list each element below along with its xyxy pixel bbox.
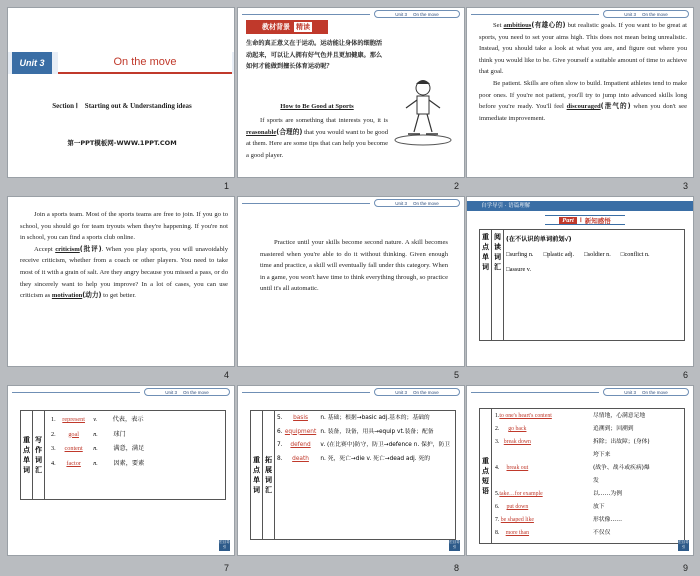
slide-number: 6 (683, 370, 689, 380)
slide-9-thumbnail[interactable] (466, 385, 694, 556)
slide-8-thumbnail[interactable] (237, 385, 465, 556)
header-line (242, 203, 370, 204)
side-label: 重点单词 (21, 411, 33, 500)
header-line (471, 14, 599, 15)
slide-3-thumbnail[interactable] (466, 7, 694, 178)
phrase-row: 7.be shaped like 形状像…… (495, 517, 622, 523)
phrase-row: 2. go back 追溯到；回溯到 (495, 426, 634, 432)
nav-corner-icon[interactable]: 栏目导引 (449, 540, 460, 549)
vocab-item[interactable]: □plastic adj. (543, 251, 575, 258)
side-label: 重点单词 (251, 411, 263, 540)
passage-text: Join a sports team. Most of the sports teams are free to join. If you go to school, you should go for team tryouts when they're happening. If you're not in school, you can find a sports club online. Accept criticism(批评). When you play sports, you will unavoidably receive criticism, whether from a coach or other players. You need to take most of it with a grain of salt. Are they angry because you missed a pass, or do they sincerely want to help you improve? In a lot of cases, you can use criticism as motivation(动力) to get better. (20, 211, 228, 300)
slide-5-thumbnail[interactable] (237, 196, 465, 367)
slide-4-thumbnail[interactable] (7, 196, 235, 367)
phrase-row: 4. break out (战争、战斗或疾病)爆发 (495, 465, 650, 484)
banner-label: 自学导引 · 语篇理解 (481, 203, 531, 209)
vocab-row: 6. equipment n. 装备，设备，用具→equip vt.装备；配备 (277, 428, 434, 435)
vocab-item[interactable]: □surfing n. (506, 251, 534, 258)
slide-2-thumbnail[interactable] (237, 7, 465, 178)
passage-heading: How to Be Good at Sports (280, 103, 354, 110)
phrase-row: 8. more than 不仅仅 (495, 530, 611, 536)
footer-text: 第一PPT模板网-WWW.1PPT.COM (67, 139, 177, 147)
slide-1-thumbnail[interactable] (7, 7, 235, 178)
vocab-row: 1. represent v. 代表，表示 (51, 416, 144, 423)
vocab-row: 3. content n. 满意，满足 (51, 445, 145, 452)
side-label: 拓展词汇 (263, 411, 275, 540)
vocab-table (479, 229, 685, 341)
skater-illustration (388, 68, 458, 148)
passage-text: If sports are something that interests you, it is reasonable(合理的) that you would want to be good at them. Here are some tips that can help you become a good player. (246, 117, 388, 159)
vocab-row: 5. basis n. 基础；根据→basic adj.基本的；基础的 (277, 415, 430, 421)
slide-header: Unit 3 On the move (144, 388, 230, 396)
slide-number: 4 (224, 370, 230, 380)
part-heading: Part Ⅰ 新知感悟 (545, 215, 625, 225)
vocab-item[interactable]: □assure v. (506, 266, 531, 273)
nav-corner-icon[interactable]: 栏目导引 (678, 540, 689, 549)
slide-number: 7 (224, 563, 230, 573)
vocab-item[interactable]: □soldier n. (584, 251, 611, 258)
vocab-item[interactable]: □conflict n. (620, 251, 650, 258)
slide-7-thumbnail[interactable] (7, 385, 235, 556)
passage-text: Set ambitious(有雄心的) but realistic goals. If you want to be great at sports, you need to set your aims high. This does not mean being unrealistic. Instead, you should take a look at what you are, and figure out where you think you would like to be. Give yourself a suitable amount of time to achieve that goal. Be patient. Skills are often slow to build. Impatient athletes tend to make poor ones. If you're not patient, you'll try to jump into advanced skills long before you're ready. You'll feel discouraged(泄气的) when you don't see immediate improvement. (479, 21, 687, 122)
vocab-row: 8. death n. 死，死亡→die v. 死亡→dead adj. 死的 (277, 455, 431, 462)
slide-number: 5 (454, 370, 460, 380)
header-line (12, 392, 140, 393)
vocab-row: 2. goal n. 球门 (51, 430, 126, 438)
vocab-table (250, 410, 456, 540)
header-line (471, 392, 599, 393)
side-label: 写作词汇 (33, 411, 45, 500)
chinese-intro: 生命的真正意义在于运动。运动能让身体的细胞活动起来，可以让人拥有好气色并且更加健康。那么如何才能做到擅长体育运动呢？ (246, 40, 383, 71)
phrase-row: 3. break down 拆除；出故障；(身体)垮下来 (495, 439, 650, 458)
side-label: 重点短语 (480, 409, 492, 544)
slide-6-thumbnail[interactable] (466, 196, 694, 367)
side-label: 阅读词汇 (492, 230, 504, 341)
phrase-table (479, 408, 685, 544)
slide-header: Unit 3 On the move (374, 199, 460, 207)
vocab-row: 7. defend v. (在比赛中)防守，防卫→defence n. 保护，防卫 (277, 442, 451, 448)
vocab-row: 4. factor n. 因素，要素 (51, 459, 145, 467)
instruction: (在不认识的单词前划√) (506, 236, 572, 243)
background-tag: 教材背景 精读 (246, 20, 328, 34)
slide-header: Unit 3 On the move (603, 10, 689, 18)
slide-number: 1 (224, 181, 230, 191)
unit-badge: Unit 3 (12, 52, 52, 74)
header-line (242, 392, 370, 393)
slide-number: 3 (683, 181, 689, 191)
phrase-row: 1.to one's heart's content 尽情地，心满意足地 (495, 413, 646, 419)
slide-header: Unit 3 On the move (374, 10, 460, 18)
phrase-row: 6. put down 放下 (495, 504, 605, 510)
section-heading: Section Ⅰ Starting out & Understanding ideas (52, 102, 192, 110)
vocab-table (20, 410, 226, 500)
slide-header: Unit 3 On the move (603, 388, 689, 396)
slide-number: 9 (683, 563, 689, 573)
nav-corner-icon[interactable]: 栏目导引 (219, 540, 230, 549)
slide-header: Unit 3 On the move (374, 388, 460, 396)
slide-number: 8 (454, 563, 460, 573)
passage-text: Practice until your skills become second nature. A skill becomes mastered when you're able to do it without thinking. Given enough time and practice, a skill will eventually fall under this category. When in a game, you won't have time to think everything through, so practice until it's all automatic. (260, 239, 448, 293)
slide-title: On the move (58, 52, 232, 74)
slide-number: 2 (454, 181, 460, 191)
phrase-row: 5.take…for example 以……为例 (495, 491, 622, 497)
header-line (242, 14, 370, 15)
side-label: 重点单词 (480, 230, 492, 341)
